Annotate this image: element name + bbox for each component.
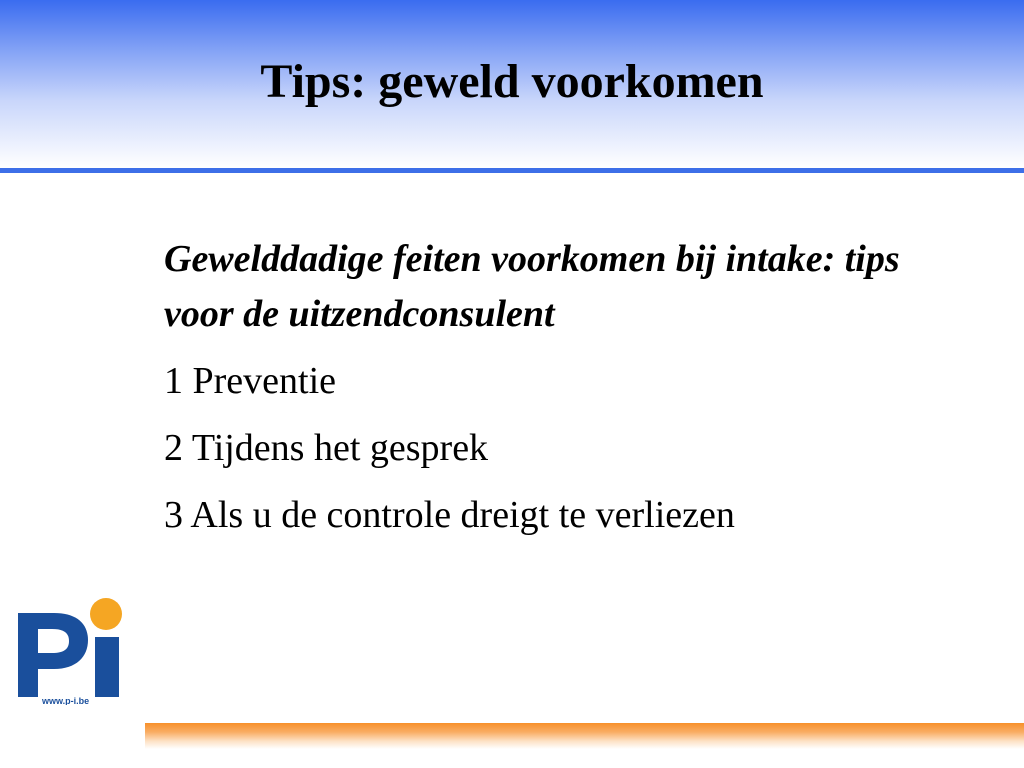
list-item-2: 2 Tijdens het gesprek [164,427,489,469]
list-item-1: 1 Preventie [164,360,337,402]
logo-letter-i [95,637,119,697]
lead-text: Gewelddadige feiten voorkomen bij intake: tips voor de uitzendconsulent [164,238,900,335]
logo-dot [90,598,122,630]
logo-url: www.p-i.be [42,696,90,705]
logo-letter-p [18,613,88,697]
list-item-3: 3 Als u de controle dreigt te verliezen [164,494,735,536]
footer-bar [145,723,1024,749]
pi-logo-icon [14,593,126,705]
pi-logo [14,593,126,705]
slide-title: Tips: geweld voorkomen [260,55,764,108]
header-divider [0,168,1024,173]
slide-body [164,232,924,557]
